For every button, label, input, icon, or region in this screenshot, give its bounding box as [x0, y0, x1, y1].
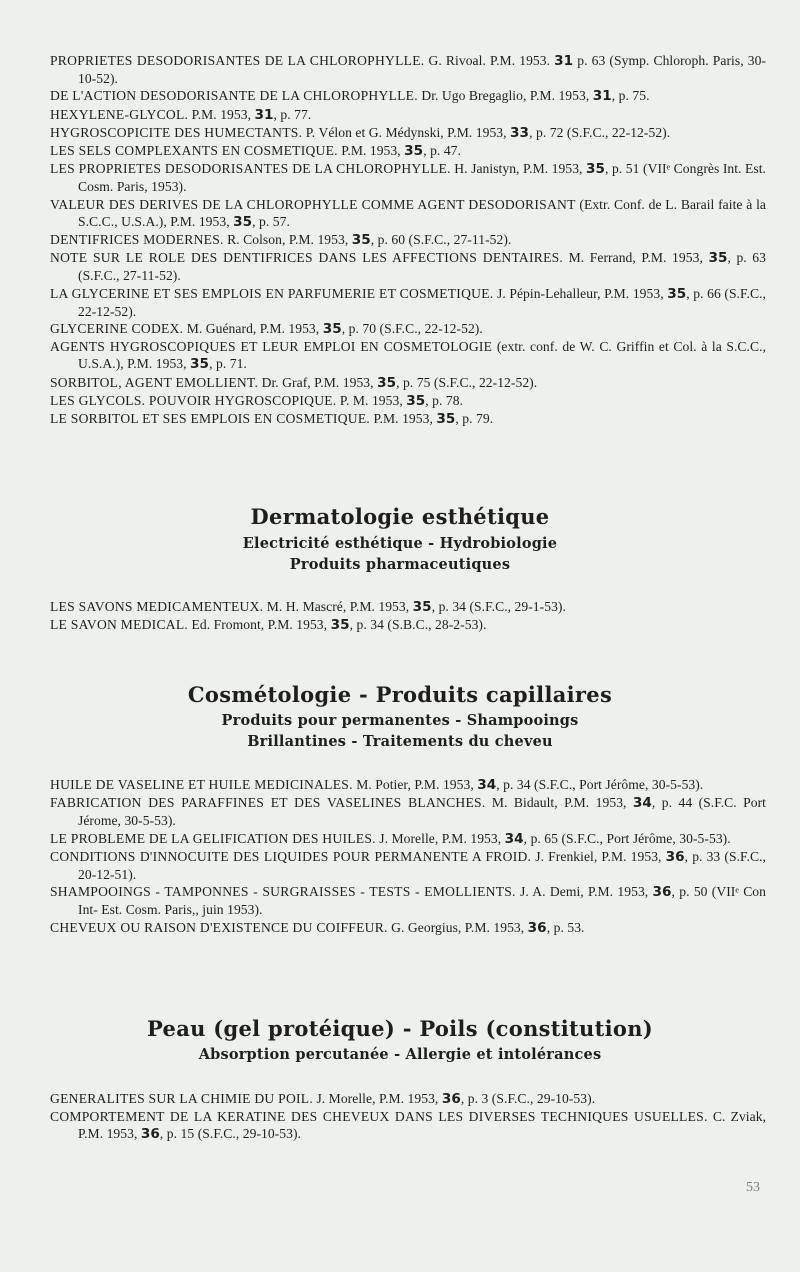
section-title-peau: Peau (gel protéique) - Poils (constitution) — [147, 1016, 653, 1041]
list-item: LES GLYCOLS. POUVOIR HYGROSCOPIQUE. P. M. 1953, 35, p. 78. — [50, 392, 464, 409]
list-item: LES SELS COMPLEXANTS EN COSMETIQUE. P.M. 1953, 35, p. 47. — [50, 143, 461, 160]
list-item: DE L'ACTION DESODORISANTE DE LA CHLOROPHYLLE. Dr. Ugo Bregaglio, P.M. 1953, 31, p. 75. — [50, 88, 650, 105]
list-item: SORBITOL, AGENT EMOLLIENT. Dr. Graf, P.M. 1953, 35, p. 75 (S.F.C., 22-12-52). — [50, 374, 538, 391]
reference-list-peau — [50, 1090, 766, 1144]
reference-list-cosmetologie — [50, 776, 766, 937]
list-item: DENTIFRICES MODERNES. R. Colson, P.M. 1953, 35, p. 60 (S.F.C., 27-11-52). — [50, 232, 512, 249]
list-item: LES SAVONS MEDICAMENTEUX. M. H. Mascré, P.M. 1953, 35, p. 34 (S.F.C., 29-1-53). — [50, 599, 566, 615]
list-item: CHEVEUX OU RAISON D'EXISTENCE DU COIFFEUR. G. Georgius, P.M. 1953, 36, p. 53. — [50, 919, 585, 936]
section-title-cosmetologie: Cosmétologie - Produits capillaires — [187, 682, 613, 707]
list-item: GENERALITES SUR LA CHIMIE DU POIL. J. Morelle, P.M. 1953, 36, p. 3 (S.F.C., 29-10-53). — [50, 1091, 596, 1107]
section-title-dermatologie: Dermatologie esthétique — [250, 504, 550, 529]
section-subtitle-peau-1: Absorption percutanée - Allergie et intolérances — [198, 1046, 602, 1063]
list-item: FABRICATION DES PARAFFINES ET DES VASELINES BLANCHES. M. Bidault, P.M. 1953, 34, p. 44 (S.F.C. Port Jérome, 30-5-53). — [50, 795, 767, 829]
reference-list-dermatologie — [50, 598, 766, 634]
section-subtitle-cosmetologie-1: Produits pour permanentes - Shampooings — [221, 712, 579, 729]
section-subtitle-dermatologie-2: Produits pharmaceutiques — [289, 556, 511, 573]
list-item: LES PROPRIETES DESODORISANTES DE LA CHLOROPHYLLE. H. Janistyn, P.M. 1953, 35, p. 51 (VIIᵉ Congrès Int. Est. Cosm. Paris, 1953). — [50, 161, 767, 195]
reference-list-chlorophylle — [50, 52, 766, 428]
list-item: GLYCERINE CODEX. M. Guénard, P.M. 1953, 35, p. 70 (S.F.C., 22-12-52). — [50, 321, 483, 338]
list-item: VALEUR DES DERIVES DE LA CHLOROPHYLLE COMME AGENT DESODORISANT (Extr. Conf. de L. Barail faite à la S.C.C., U.S.A.), P.M. 1953, 35, p. 57. — [50, 196, 766, 230]
list-item: NOTE SUR LE ROLE DES DENTIFRICES DANS LES AFFECTIONS DENTAIRES. M. Ferrand, P.M. 1953, 35, p. 63 (S.F.C., 27-11-52). — [50, 250, 766, 284]
list-item: LE PROBLEME DE LA GELIFICATION DES HUILES. J. Morelle, P.M. 1953, 34, p. 65 (S.F.C., Port Jérôme, 30-5-53). — [50, 830, 731, 847]
list-item: CONDITIONS D'INNOCUITE DES LIQUIDES POUR PERMANENTE A FROID. J. Frenkiel, P.M. 1953, 36, p. 33 (S.F.C., 20-12-51). — [50, 848, 766, 883]
list-item: HYGROSCOPICITE DES HUMECTANTS. P. Vélon et G. Médynski, P.M. 1953, 33, p. 72 (S.F.C., 22-12-52). — [50, 124, 671, 141]
list-item: COMPORTEMENT DE LA KERATINE DES CHEVEUX DANS LES DIVERSES TECHNIQUES USUELLES. C. Zviak, P.M. 1953, 36, p. 15 (S.F.C., 29-10-53). — [50, 1109, 766, 1143]
list-item: LA GLYCERINE ET SES EMPLOIS EN PARFUMERIE ET COSMETIQUE. J. Pépin-Lehalleur, P.M. 1953, 35, p. 66 (S.F.C., 22-12-52). — [50, 285, 766, 319]
list-item: SHAMPOOINGS - TAMPONNES - SURGRAISSES - TESTS - EMOLLIENTS. J. A. Demi, P.M. 1953, 36, p. 50 (VIIᵉ Con Int- Est. Cosm. Paris,, juin 1953). — [50, 884, 766, 918]
page-number: 53 — [746, 1180, 760, 1195]
section-subtitle-cosmetologie-2: Brillantines - Traitements du cheveu — [247, 733, 553, 750]
section-subtitle-dermatologie-1: Electricité esthétique - Hydrobiologie — [242, 535, 558, 552]
list-item: AGENTS HYGROSCOPIQUES ET LEUR EMPLOI EN COSMETOLOGIE (extr. conf. de W. C. Griffin et Col. à la S.C.C., U.S.A.), P.M. 1953, 35, p. 71. — [50, 339, 767, 373]
list-item: LE SORBITOL ET SES EMPLOIS EN COSMETIQUE. P.M. 1953, 35, p. 79. — [50, 411, 494, 428]
list-item: HEXYLENE-GLYCOL. P.M. 1953, 31, p. 77. — [50, 106, 312, 123]
list-item: PROPRIETES DESODORISANTES DE LA CHLOROPHYLLE. G. Rivoal. P.M. 1953. 31 p. 63 (Symp. Chloroph. Paris, 30-10-52). — [50, 53, 766, 87]
list-item: LE SAVON MEDICAL. Ed. Fromont, P.M. 1953, 35, p. 34 (S.B.C., 28-2-53). — [50, 617, 487, 634]
list-item: HUILE DE VASELINE ET HUILE MEDICINALES. M. Potier, P.M. 1953, 34, p. 34 (S.F.C., Port Jérôme, 30-5-53). — [50, 777, 704, 793]
